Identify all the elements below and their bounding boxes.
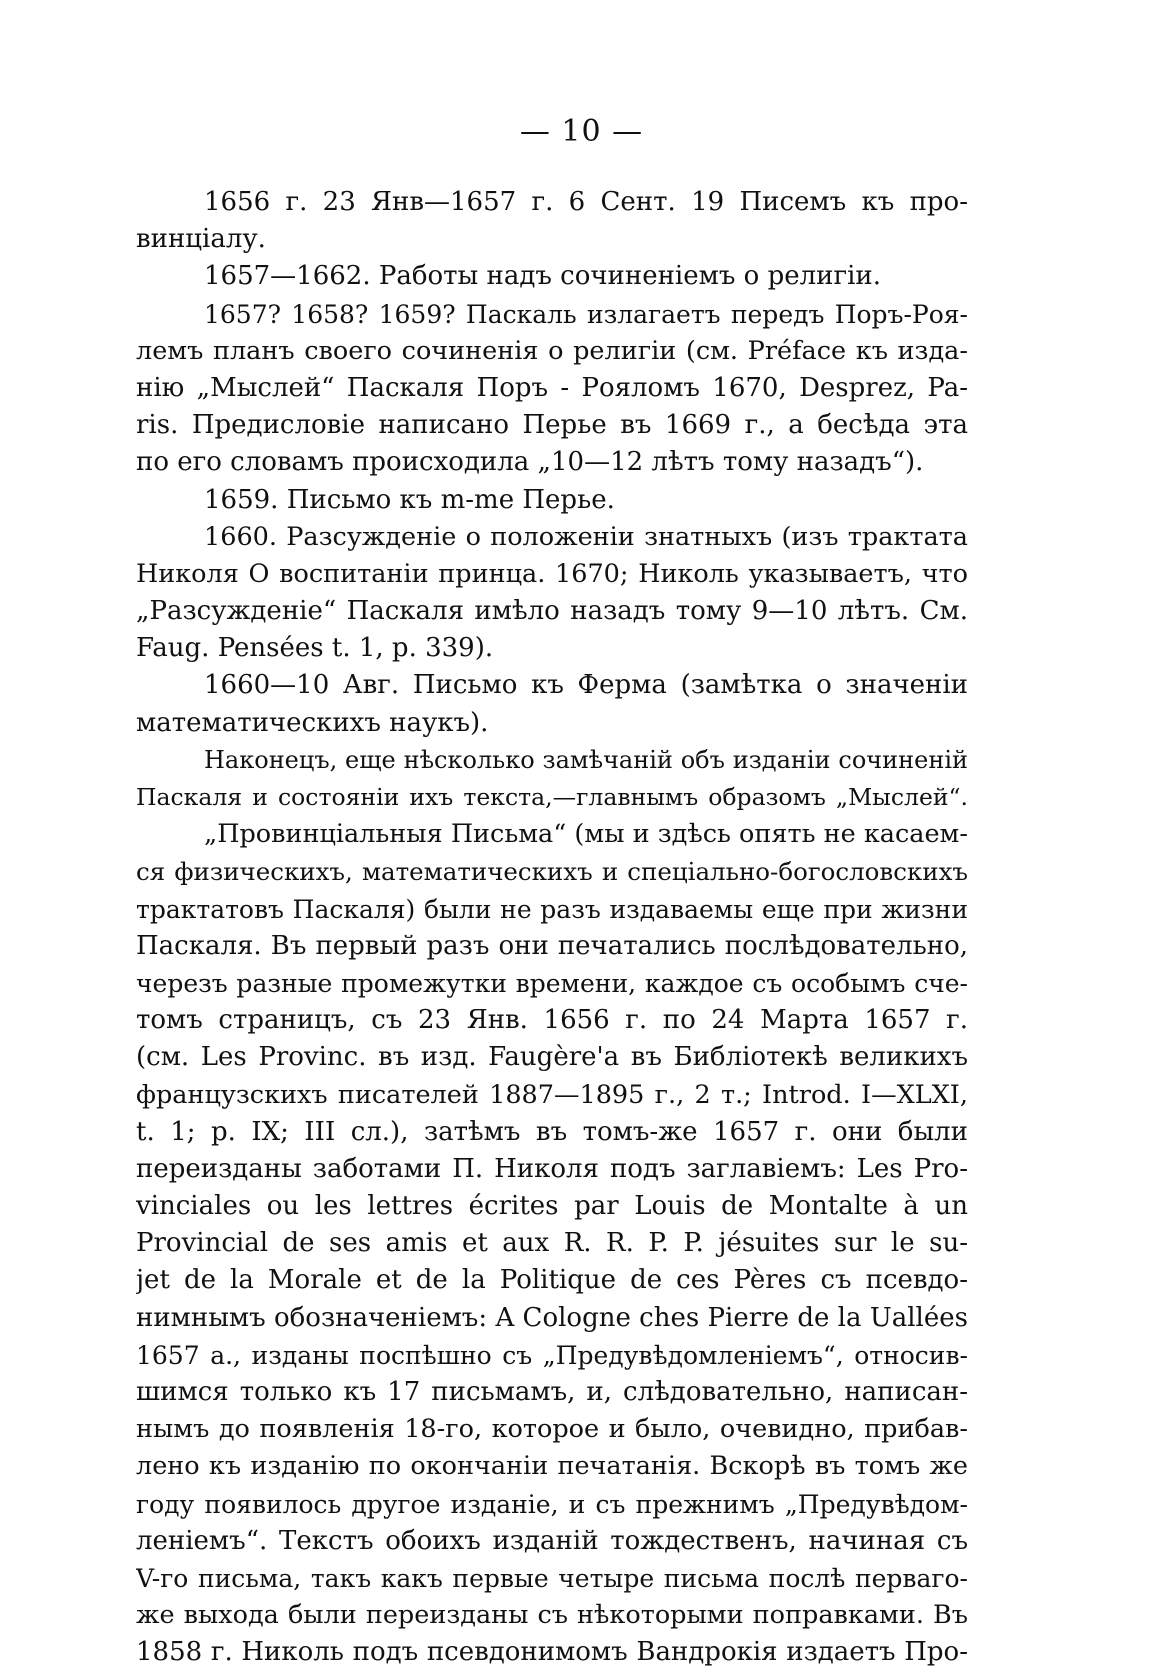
text-line: же выхода были переизданы съ нѣкоторыми поправками. Въ bbox=[136, 1600, 968, 1631]
text-line: году появилось другое изданіе, и съ прежнимъ „Предувѣдом- bbox=[136, 1489, 968, 1519]
text-line: черезъ разные промежутки времени, каждое съ особымъ сче- bbox=[136, 968, 968, 998]
text-line: „Провинціальныя Письма“ (мы и здѣсь опять не касаем- bbox=[204, 819, 968, 850]
body-text bbox=[136, 184, 968, 1672]
text-line: леніемъ“. Текстъ обоихъ изданій тождественъ, начиная съ bbox=[136, 1525, 968, 1556]
text-line: Николя О воспитаніи принца. 1670; Николь указываетъ, что bbox=[136, 558, 968, 589]
page-number: — 10 — bbox=[519, 114, 644, 149]
text-line: 1657? 1658? 1659? Паскаль излагаетъ передъ Поръ-Роя- bbox=[204, 299, 968, 329]
text-line: Паскаля. Въ первый разъ они печатались послѣдовательно, bbox=[136, 930, 968, 961]
text-line: 1858 г. Николь подъ псевдонимомъ Вандрокія издаетъ Про- bbox=[136, 1637, 968, 1668]
text-line: ris. Предисловіе написано Перье въ 1669 г., а бесѣда эта bbox=[136, 410, 968, 441]
text-line: 1657 a., изданы поспѣшно съ „Предувѣдомленіемъ“, относив- bbox=[136, 1340, 968, 1370]
text-line: Наконецъ, еще нѣсколько замѣчаній объ изданіи сочиненій bbox=[204, 745, 968, 774]
text-line: ся физическихъ, математическихъ и спеціально-богословскихъ bbox=[136, 857, 968, 887]
text-line: французскихъ писателей 1887—1895 г., 2 т.; Introd. I—XLXI, bbox=[136, 1079, 968, 1110]
text-line: лемъ планъ своего сочиненія о религіи (см. Préface къ изда- bbox=[136, 335, 968, 366]
text-line: 1660. Разсужденіе о положеніи знатныхъ (изъ трактата bbox=[204, 521, 968, 552]
text-line: Provincial de ses amis et aux R. R. P. P. jésuites sur le su- bbox=[136, 1228, 968, 1259]
text-line: Faug. Pensées t. 1, p. 339). bbox=[136, 633, 494, 664]
text-line: математическихъ наукъ). bbox=[136, 707, 489, 738]
text-line: нимнымъ обозначеніемъ: A Cologne ches Pierre de la Uallées bbox=[136, 1302, 968, 1333]
text-line: (см. Les Provinc. въ изд. Faugère'a въ Библіотекѣ великихъ bbox=[136, 1042, 968, 1073]
text-line: 1660—10 Авг. Письмо къ Ферма (замѣтка о значеніи bbox=[204, 670, 968, 701]
text-line: jet de la Morale et de la Politique de ces Pères съ псевдо- bbox=[136, 1265, 968, 1296]
text-line: t. 1; p. IX; III сл.), затѣмъ въ томъ-же 1657 г. они были bbox=[136, 1116, 968, 1147]
text-line: нію „Мыслей“ Паскаля Поръ - Рояломъ 1670, Desprez, Pa- bbox=[136, 372, 968, 403]
text-line: лено къ изданію по окончаніи печатанія. Вскорѣ въ томъ же bbox=[136, 1451, 968, 1482]
text-line: Паскаля и состояніи ихъ текста,—главнымъ образомъ „Мыслей“. bbox=[136, 783, 968, 811]
text-line: винціалу. bbox=[136, 224, 266, 255]
text-line: 1659. Письмо къ m-me Перье. bbox=[204, 484, 615, 515]
text-line: томъ страницъ, съ 23 Янв. 1656 г. по 24 Марта 1657 г. bbox=[136, 1005, 968, 1036]
text-line: vinciales ou les lettres écrites par Louis de Montalte à un bbox=[136, 1191, 968, 1222]
text-line: шимся только къ 17 письмамъ, и, слѣдовательно, написан- bbox=[136, 1377, 968, 1407]
text-line: 1657—1662. Работы надъ сочиненіемъ о религіи. bbox=[204, 261, 881, 292]
text-line: 1656 г. 23 Янв—1657 г. 6 Сент. 19 Писемъ къ про- bbox=[204, 187, 968, 217]
text-line: V-го письма, такъ какъ первые четыре письма послѣ перваго- bbox=[136, 1563, 968, 1593]
text-line: переизданы заботами П. Николя подъ заглавіемъ: Les Pro- bbox=[136, 1153, 968, 1184]
text-line: по его словамъ происходила „10—12 лѣтъ тому назадъ“). bbox=[136, 447, 924, 478]
text-line: трактатовъ Паскаля) были не разъ издаваемы еще при жизни bbox=[136, 894, 968, 924]
text-line: „Разсужденіе“ Паскаля имѣло назадъ тому 9—10 лѣтъ. См. bbox=[136, 596, 968, 627]
text-line: нымъ до появленія 18-го, которое и было, очевидно, прибав- bbox=[136, 1414, 968, 1445]
